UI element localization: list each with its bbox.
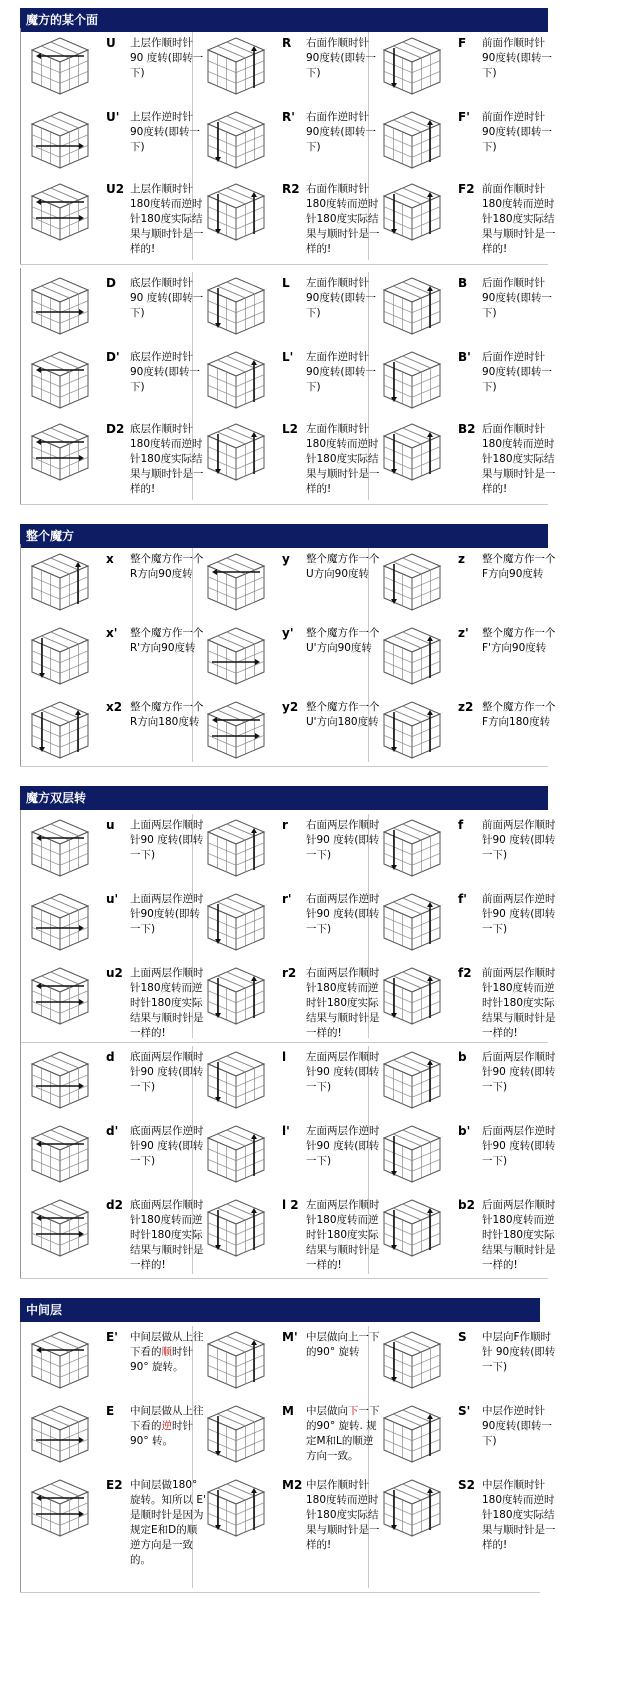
highlight-text: 顺 xyxy=(161,1346,172,1358)
notation-cell xyxy=(372,30,552,104)
cube-diagram-up-icon xyxy=(204,1330,268,1390)
move-code: D2 xyxy=(106,422,125,436)
move-description: 整个魔方作一个R方向90度转 xyxy=(130,553,204,580)
move-code: r' xyxy=(282,892,292,906)
move-code: B' xyxy=(458,350,471,364)
move-description: 底层作逆时针90度转(即转一下) xyxy=(130,351,200,393)
move-code: f2 xyxy=(458,966,472,980)
notation-cell xyxy=(196,1398,380,1472)
notation-cell xyxy=(372,694,556,768)
notation-cell xyxy=(20,1324,204,1398)
notation-cell xyxy=(20,960,204,1039)
cube-diagram-up-icon xyxy=(380,1050,444,1110)
move-description: 右面作顺时针180度转而逆时针180度实际结果与顺时针是一样的! xyxy=(306,183,380,255)
move-code: S' xyxy=(458,1404,471,1418)
move-code: l' xyxy=(282,1124,290,1138)
notation-cell xyxy=(196,1044,380,1118)
move-code: E xyxy=(106,1404,115,1418)
cube-diagram-both-v-icon xyxy=(380,700,444,760)
notation-cell xyxy=(20,1192,204,1271)
highlight-text: 逆 xyxy=(161,1420,172,1432)
move-code: U' xyxy=(106,110,120,124)
cube-diagram-both-v-icon xyxy=(380,422,444,482)
move-code: x2 xyxy=(106,700,123,714)
move-description: 上面两层作逆时针90度转(即转一下) xyxy=(130,893,204,935)
cube-diagram-right-icon xyxy=(204,626,268,686)
cube-diagram-left-icon xyxy=(28,1124,92,1184)
highlight-text: 下 xyxy=(348,1405,359,1417)
cube-diagram-left-icon xyxy=(28,818,92,878)
notation-cell xyxy=(196,960,380,1039)
notation-cell xyxy=(372,886,556,960)
move-code: R2 xyxy=(282,182,300,196)
move-description: 前面作逆时针90度转(即转一下) xyxy=(482,111,552,153)
move-description: 整个魔方作一个R方向180度转 xyxy=(130,701,204,728)
cube-diagram-left-icon xyxy=(28,350,92,410)
notation-cell xyxy=(196,270,376,344)
cube-diagram-up-icon xyxy=(380,276,444,336)
notation-cell xyxy=(196,1324,380,1398)
move-code: M xyxy=(282,1404,294,1418)
move-description: 中层作顺时针180度转而逆时针180度实际结果与顺时针是一样的! xyxy=(306,1479,380,1551)
cube-diagram-up-icon xyxy=(380,110,444,170)
notation-cell xyxy=(372,1324,556,1398)
move-code: B2 xyxy=(458,422,476,436)
move-description: 右面作逆时针90度转(即转一下) xyxy=(306,111,376,153)
move-description: 右面两层作顺时针180度转而逆时针180度实际结果与顺时针是一样的! xyxy=(306,967,380,1039)
notation-cell xyxy=(372,1044,556,1118)
cube-diagram-both-v-icon xyxy=(204,1198,268,1258)
notation-cell xyxy=(196,104,376,178)
notation-cell xyxy=(372,1398,552,1472)
move-code: U2 xyxy=(106,182,125,196)
move-code: U xyxy=(106,36,116,50)
move-description: 后面作顺时针180度转而逆时针180度实际结果与顺时针是一样的! xyxy=(482,423,556,495)
move-code: b2 xyxy=(458,1198,475,1212)
cube-diagram-down-icon xyxy=(380,818,444,878)
move-code: u' xyxy=(106,892,119,906)
notation-cell xyxy=(20,694,204,768)
move-code: E2 xyxy=(106,1478,123,1492)
notation-cell xyxy=(196,1472,380,1551)
cube-diagram-left-icon xyxy=(28,36,92,96)
move-description: 右面两层作顺时针90 度转(即转一下) xyxy=(306,819,380,861)
cube-diagram-down-icon xyxy=(204,1050,268,1110)
cube-diagram-right-icon xyxy=(28,892,92,952)
notation-cell xyxy=(20,1044,204,1118)
move-code: z2 xyxy=(458,700,474,714)
move-code: d2 xyxy=(106,1198,123,1212)
cube-diagram-both-v-icon xyxy=(204,182,268,242)
block-divider xyxy=(20,264,548,265)
move-code: x xyxy=(106,552,114,566)
cube-diagram-both-v-icon xyxy=(204,966,268,1026)
move-description: 底面两层作逆时针90 度转(即转一下) xyxy=(130,1125,204,1167)
move-description: 整个魔方作一个F方向90度转 xyxy=(482,553,556,580)
move-description: 后面作顺时针90度转(即转一下) xyxy=(482,277,552,319)
cube-diagram-both-v-icon xyxy=(380,1478,444,1538)
move-code: S2 xyxy=(458,1478,475,1492)
cube-diagram-both-h-icon xyxy=(28,422,92,482)
move-code: B xyxy=(458,276,468,290)
notation-cell xyxy=(372,620,556,694)
move-description: 左面两层作顺时针90 度转(即转一下) xyxy=(306,1051,380,1093)
move-description: 中间层做从上往下看的逆时针90° 转。 xyxy=(130,1405,204,1447)
cube-diagram-both-v-icon xyxy=(380,182,444,242)
move-description: 底面两层作顺时针90 度转(即转一下) xyxy=(130,1051,204,1093)
cube-diagram-down-icon xyxy=(380,36,444,96)
cube-diagram-both-v-icon xyxy=(28,700,92,760)
cube-diagram-both-h-icon xyxy=(28,1198,92,1258)
move-description: 上面两层作顺时针180度转而逆时针180度实际结果与顺时针是一样的! xyxy=(130,967,204,1039)
move-code: M' xyxy=(282,1330,298,1344)
move-description: 整个魔方作一个R'方向90度转 xyxy=(130,627,204,654)
move-code: y' xyxy=(282,626,294,640)
cube-diagram-down-icon xyxy=(204,276,268,336)
move-code: R xyxy=(282,36,292,50)
move-description: 前面两层作顺时针180度转而逆时针180度实际结果与顺时针是一样的! xyxy=(482,967,556,1039)
move-description: 中间层做从上往下看的顺时针90° 旋转。 xyxy=(130,1331,204,1373)
move-description: 左面作顺时针90度转(即转一下) xyxy=(306,277,376,319)
notation-cell xyxy=(20,416,204,495)
notation-cell xyxy=(372,812,556,886)
move-code: L2 xyxy=(282,422,298,436)
move-code: d xyxy=(106,1050,115,1064)
notation-cell xyxy=(20,104,200,178)
block-divider xyxy=(20,1278,548,1279)
move-code: E' xyxy=(106,1330,118,1344)
notation-cell xyxy=(20,30,204,104)
cube-diagram-down-icon xyxy=(28,626,92,686)
section-header: 魔方的某个面 xyxy=(20,8,548,32)
notation-cell xyxy=(196,812,380,886)
cube-diagram-both-v-icon xyxy=(380,966,444,1026)
notation-cell xyxy=(372,1192,556,1271)
move-description: 底面两层作顺时针180度转而逆时针180度实际结果与顺时针是一样的! xyxy=(130,1199,204,1271)
move-description: 左面两层作顺时针180度转而逆时针180度实际结果与顺时针是一样的! xyxy=(306,1199,380,1271)
move-description: 后面两层作逆时针90 度转(即转一下) xyxy=(482,1125,556,1167)
move-description: 中层作逆时针90度转(即转一下) xyxy=(482,1405,552,1447)
move-code: R' xyxy=(282,110,295,124)
notation-cell xyxy=(372,1118,556,1192)
move-description: 前面两层作逆时针90 度转(即转一下) xyxy=(482,893,556,935)
cube-diagram-down-icon xyxy=(380,1330,444,1390)
notation-cell xyxy=(372,416,556,495)
move-description: 上层作逆时针90度转(即转一下) xyxy=(130,111,200,153)
notation-cell xyxy=(196,886,380,960)
move-description: 中层作顺时针180度转而逆时针180度实际结果与顺时针是一样的! xyxy=(482,1479,556,1551)
cube-diagram-up-icon xyxy=(380,892,444,952)
notation-cell xyxy=(196,176,380,255)
notation-cell xyxy=(196,1118,380,1192)
move-code: D' xyxy=(106,350,120,364)
section-header: 整个魔方 xyxy=(20,524,548,548)
cube-diagram-both-h-icon xyxy=(28,182,92,242)
move-code: z xyxy=(458,552,465,566)
move-code: l xyxy=(282,1050,287,1064)
cube-diagram-up-icon xyxy=(380,1404,444,1464)
notation-cell xyxy=(372,104,552,178)
notation-cell xyxy=(20,886,204,960)
notation-cell xyxy=(20,176,204,255)
cube-diagram-up-icon xyxy=(204,1124,268,1184)
cube-diagram-down-icon xyxy=(204,892,268,952)
notation-cell xyxy=(20,270,204,344)
move-description: 后面两层作顺时针90 度转(即转一下) xyxy=(482,1051,556,1093)
cube-diagram-right-icon xyxy=(28,1404,92,1464)
cube-diagram-up-icon xyxy=(380,626,444,686)
move-code: F xyxy=(458,36,467,50)
cube-diagram-left-icon xyxy=(204,552,268,612)
move-description: 上层作顺时针180度转而逆时针180度实际结果与顺时针是一样的! xyxy=(130,183,204,255)
notation-cell xyxy=(20,1118,204,1192)
move-description: 左面作逆时针90度转(即转一下) xyxy=(306,351,376,393)
move-code: u xyxy=(106,818,115,832)
move-code: x' xyxy=(106,626,118,640)
move-description: 上层作顺时针90 度转(即转一下) xyxy=(130,37,204,79)
notation-cell xyxy=(372,270,552,344)
move-description: 中层向F作顺时针 90度转(即转一下) xyxy=(482,1331,556,1373)
cube-diagram-up-icon xyxy=(204,36,268,96)
cube-diagram-both-v-icon xyxy=(380,1198,444,1258)
move-description: 整个魔方作一个U方向90度转 xyxy=(306,553,380,580)
move-code: y2 xyxy=(282,700,299,714)
cube-diagram-down-icon xyxy=(380,552,444,612)
move-code: b' xyxy=(458,1124,471,1138)
notation-cell xyxy=(372,546,556,620)
move-description: 中层做向上一下的90° 旋转 xyxy=(306,1331,380,1358)
move-description: 整个魔方作一个F方向180度转 xyxy=(482,701,556,728)
move-description: 前面作顺时针90度转(即转一下) xyxy=(482,37,552,79)
move-code: M2 xyxy=(282,1478,303,1492)
move-code: y xyxy=(282,552,290,566)
block-divider xyxy=(20,1042,548,1043)
notation-cell xyxy=(196,694,380,768)
move-description: 整个魔方作一个U'方向90度转 xyxy=(306,627,380,654)
cube-diagram-right-icon xyxy=(28,1050,92,1110)
cube-diagram-down-icon xyxy=(204,1404,268,1464)
notation-cell xyxy=(20,812,204,886)
move-code: F' xyxy=(458,110,470,124)
move-code: S xyxy=(458,1330,467,1344)
notation-cell xyxy=(196,344,376,418)
move-description: 后面两层作顺时针180度转而逆时针180度实际结果与顺时针是一样的! xyxy=(482,1199,556,1271)
move-description: 左面两层作逆时针90 度转(即转一下) xyxy=(306,1125,380,1167)
notation-cell xyxy=(372,960,556,1039)
move-description: 右面作顺时针90度转(即转一下) xyxy=(306,37,376,79)
notation-cell xyxy=(20,1472,206,1566)
move-description: 前面两层作顺时针90 度转(即转一下) xyxy=(482,819,556,861)
notation-cell xyxy=(196,30,376,104)
move-description: 底层作顺时针90 度转(即转一下) xyxy=(130,277,204,319)
notation-cell xyxy=(372,1472,556,1551)
move-code: b xyxy=(458,1050,467,1064)
notation-cell xyxy=(196,1192,380,1271)
move-code: r2 xyxy=(282,966,297,980)
move-code: z' xyxy=(458,626,469,640)
cube-diagram-down-icon xyxy=(380,1124,444,1184)
move-description: 右面两层作逆时针90 度转(即转一下) xyxy=(306,893,380,935)
notation-cell xyxy=(372,176,556,255)
move-code: f xyxy=(458,818,464,832)
notation-cell xyxy=(20,546,204,620)
move-description: 整个魔方作一个U'方向180度转 xyxy=(306,701,380,728)
cube-diagram-left-icon xyxy=(28,1330,92,1390)
notation-cell xyxy=(20,1398,204,1472)
cube-diagram-both-v-icon xyxy=(204,422,268,482)
notation-cell xyxy=(372,344,552,418)
section-header: 中间层 xyxy=(20,1298,540,1322)
move-code: f' xyxy=(458,892,467,906)
move-description: 整个魔方作一个F'方向90度转 xyxy=(482,627,556,654)
move-description: 左面作顺时针180度转而逆时针180度实际结果与顺时针是一样的! xyxy=(306,423,380,495)
move-code: D xyxy=(106,276,116,290)
cube-diagram-up-icon xyxy=(204,350,268,410)
move-code: u2 xyxy=(106,966,123,980)
cube-diagram-both-h-icon xyxy=(28,966,92,1026)
cube-diagram-down-icon xyxy=(204,110,268,170)
cube-diagram-right-icon xyxy=(28,276,92,336)
block-divider xyxy=(20,504,548,505)
cube-diagram-both-h-icon xyxy=(28,1478,92,1538)
move-description: 后面作逆时针90度转(即转一下) xyxy=(482,351,552,393)
move-description: 上面两层作顺时针90 度转(即转一下) xyxy=(130,819,204,861)
section-header: 魔方双层转 xyxy=(20,786,548,810)
move-code: r xyxy=(282,818,288,832)
cube-diagram-down-icon xyxy=(380,350,444,410)
move-code: l 2 xyxy=(282,1198,299,1212)
move-description: 底层作顺时针180度转而逆时针180度实际结果与顺时针是一样的! xyxy=(130,423,204,495)
move-description: 中层做向下一下的90° 旋转. 规定M和L的顺逆方向一致。 xyxy=(306,1405,380,1462)
move-description: 中间层做180° 旋转。知所以 E' 是顺时针是因为规定E和D的顺逆方向是一致的。 xyxy=(130,1479,206,1566)
move-code: L xyxy=(282,276,290,290)
cube-diagram-both-v-icon xyxy=(204,1478,268,1538)
cube-diagram-both-h-icon xyxy=(204,700,268,760)
move-description: 前面作顺时针180度转而逆时针180度实际结果与顺时针是一样的! xyxy=(482,183,556,255)
cube-diagram-up-icon xyxy=(28,552,92,612)
cube-diagram-up-icon xyxy=(204,818,268,878)
notation-cell xyxy=(196,416,380,495)
cube-diagram-right-icon xyxy=(28,110,92,170)
notation-cell xyxy=(20,620,204,694)
notation-cell xyxy=(196,546,380,620)
move-code: F2 xyxy=(458,182,475,196)
notation-cell xyxy=(20,344,200,418)
notation-cell xyxy=(196,620,380,694)
move-code: d' xyxy=(106,1124,119,1138)
block-divider xyxy=(20,1592,540,1593)
move-code: L' xyxy=(282,350,294,364)
